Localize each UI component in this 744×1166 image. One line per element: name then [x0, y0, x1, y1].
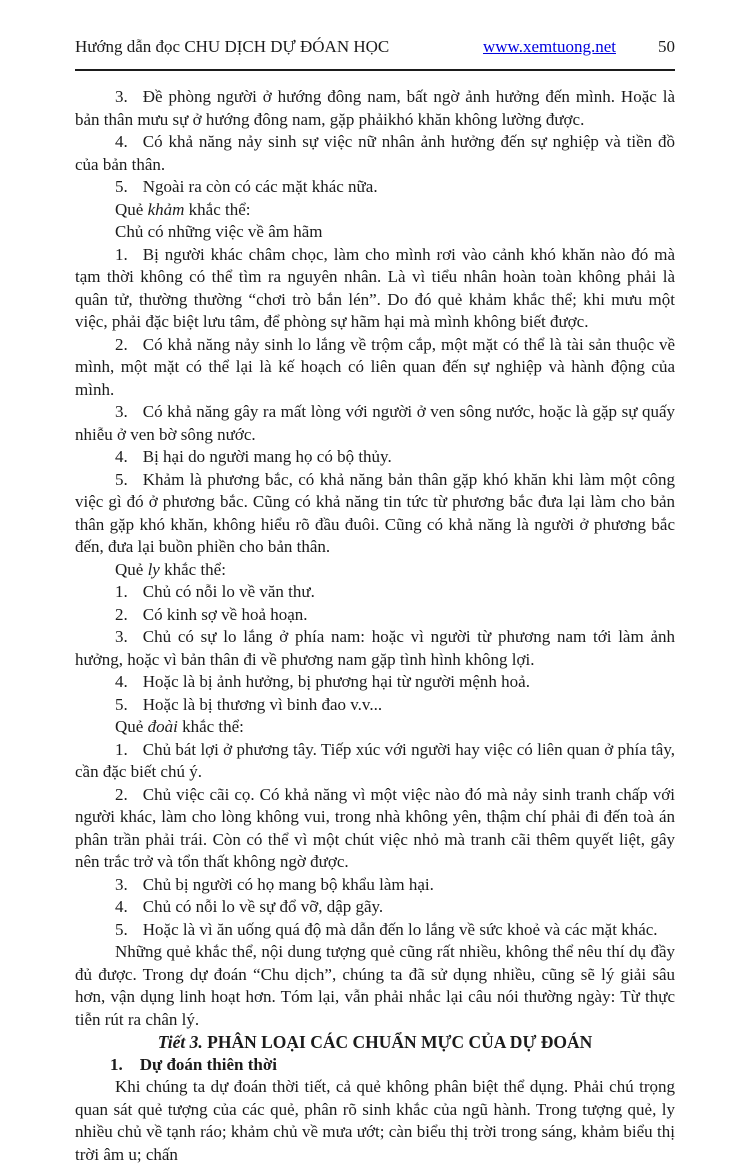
paragraph [75, 131, 675, 176]
paragraph-text: Hoặc là vì ăn uống quá độ mà dẫn đến lo lắng về sức khoẻ và các mặt khác. [142, 919, 658, 939]
item-number: 3. [115, 627, 128, 646]
paragraph-text: Chủ có nỗi lo về sự đổ vỡ, dập gãy. [142, 897, 384, 916]
paragraph [75, 176, 675, 199]
paragraph-text: Bị người khác châm chọc, làm cho mình rơi vào cảnh khó khăn nào đó mà tạm thời không có thể tìm ra nguyên nhân. Là vì tiểu nhân hoàn toàn không phải là quân tử, thường thường “chơi trò bắn lén”. Do đó quẻ khảm khắc thể; khi mưu một việc, phải đặc biệt lưu tâm, để phòng sự hãm hại mà mình không biết được. [75, 244, 675, 331]
paragraph-text: khắc thể: [184, 199, 251, 219]
item-number: 4. [115, 897, 128, 916]
paragraph-text: Ngoài ra còn có các mặt khác nữa. [142, 177, 378, 196]
item-number: 4. [115, 447, 128, 466]
page-body [75, 86, 675, 1166]
item-number: 5. [115, 694, 128, 714]
paragraph [75, 581, 675, 604]
paragraph-text: Có kinh sợ về hoả hoạn. [142, 604, 308, 624]
paragraph-text: Có khả năng nảy sinh lo lắng về trộm cắp, một mặt có thể là tài sản thuộc về mình, một mặt có thể lại là kế hoạch có liên quan đến sự nghiệp và hành động của mình. [75, 334, 675, 399]
paragraph [75, 244, 675, 334]
item-number: 3. [115, 402, 128, 421]
paragraph-text: Có khả năng nảy sinh sự việc nữ nhân ảnh hưởng đến sự nghiệp và tiền đồ của bản thân. [75, 132, 675, 174]
book-title: Hướng dẫn đọc CHU DỊCH DỰ ĐÓAN HỌC [75, 37, 390, 56]
paragraph-text: Khảm là phương bắc, có khả năng bản thân gặp khó khăn khi làm một công việc gì đó ở phương bắc. Cũng có khả năng tin tức từ phương bắc đưa lại làm cho bản thân gặp khó khăn, không hiểu rõ đầu đuôi. Cũng có khả năng là người ở phương bắc đến, đưa lại buồn phiền cho bản thân. [75, 469, 675, 556]
website-link[interactable]: www.xemtuong.net [483, 37, 616, 56]
paragraph-text: Dự đoán thiên thời [139, 1054, 277, 1074]
paragraph [75, 626, 675, 671]
paragraph [75, 604, 675, 627]
italic-term: ly [147, 559, 160, 579]
paragraph [75, 784, 675, 874]
page-header [75, 36, 675, 58]
paragraph-text: Có khả năng gây ra mất lòng với người ở ven sông nước, hoặc là gặp sự quấy nhiễu ở ven bờ sông nước. [75, 402, 675, 444]
paragraph [75, 896, 675, 919]
paragraph [75, 694, 675, 717]
paragraph-text: Chủ bị người có họ mang bộ khẩu làm hại. [142, 874, 434, 894]
item-number: 1. [115, 582, 128, 601]
paragraph [75, 1076, 675, 1166]
item-number: 5. [115, 177, 128, 196]
paragraph-text: PHÂN LOẠI CÁC CHUẨN MỰC CỦA DỰ ĐOÁN [202, 1032, 593, 1052]
paragraph [75, 469, 675, 559]
paragraph [75, 334, 675, 402]
paragraph-text: Quẻ [115, 199, 148, 219]
item-number: 4. [115, 132, 128, 151]
italic-term: đoài [147, 717, 178, 736]
sub-heading [75, 1054, 675, 1077]
paragraph-text: Quẻ [115, 559, 148, 579]
item-number: 2. [115, 604, 128, 624]
paragraph-text: Chủ có nỗi lo về văn thư. [142, 582, 315, 601]
item-number: 3. [115, 87, 128, 106]
item-number: 3. [115, 874, 128, 894]
paragraph-text: khắc thể: [177, 717, 244, 736]
hexagram-lead [75, 559, 675, 582]
section-heading [75, 1031, 675, 1054]
paragraph [75, 221, 675, 244]
header-divider [75, 69, 675, 71]
paragraph [75, 401, 675, 446]
paragraph [75, 739, 675, 784]
item-number: 5. [115, 919, 128, 939]
paragraph [75, 941, 675, 1031]
paragraph-text: Chủ việc cãi cọ. Có khả năng vì một việc nào đó mà nảy sinh tranh chấp với người khác, làm cho lòng không vui, trong nhà không yên, thậm chí phải đi đến toà án phân trần phải trái. Còn có thể vì một chút việc nhỏ mà tranh cãi thêm quyết liệt, gây nên trắc trở và tổn thất không ngờ được. [75, 784, 675, 871]
paragraph-text: Chủ bát lợi ở phương tây. Tiếp xúc với người hay việc có liên quan ở phía tây, cần đặc biết chú ý. [75, 739, 675, 781]
item-number: 1. [115, 244, 128, 264]
paragraph-text: Hoặc là bị ảnh hưởng, bị phương hại từ người mệnh hoả. [142, 672, 530, 691]
paragraph [75, 919, 675, 942]
paragraph-text: Quẻ [115, 717, 148, 736]
hexagram-lead [75, 716, 675, 739]
paragraph-text: Hoặc là bị thương vì binh đao v.v... [142, 694, 383, 714]
paragraph-text: Chủ có sự lo lắng ở phía nam: hoặc vì người từ phương nam tới làm ảnh hưởng, hoặc vì bản thân đi về phương nam gặp tình hình không lợi. [75, 627, 675, 669]
item-number: 1. [110, 1054, 123, 1074]
page-number: 50 [658, 37, 675, 56]
italic-term: khảm [147, 199, 185, 219]
item-number: 5. [115, 469, 128, 489]
paragraph [75, 671, 675, 694]
paragraph-text: Đề phòng người ở hướng đông nam, bất ngờ ảnh hưởng đến mình. Hoặc là bản thân mưu sự ở hướng đông nam, gặp phảikhó khăn không lường được. [75, 87, 675, 129]
paragraph [75, 874, 675, 897]
item-number: 4. [115, 672, 128, 691]
item-number: 1. [115, 739, 128, 759]
paragraph-text: Chủ có những việc về âm hãm [115, 222, 323, 241]
item-number: 2. [115, 784, 128, 804]
item-number: 2. [115, 334, 128, 354]
paragraph-text: Những quẻ khắc thể, nội dung tượng quẻ cũng rất nhiều, không thể nêu thí dụ đầy đủ được. Trong dự đoán “Chu dịch”, chúng ta đã sử dụng nhiều, cũng sẽ lý giải sâu hơn, vận dụng linh hoạt hơn. Tóm lại, vẫn phải nhắc lại câu nói thường ngày: Từ thực tiễn rút ra chân lý. [75, 942, 675, 1029]
paragraph [75, 446, 675, 469]
hexagram-lead [75, 199, 675, 222]
paragraph-text: khắc thể: [159, 559, 226, 579]
paragraph-text: Bị hại do người mang họ có bộ thủy. [142, 447, 392, 466]
paragraph [75, 86, 675, 131]
italic-term: Tiết 3. [157, 1032, 203, 1052]
paragraph-text: Khi chúng ta dự đoán thời tiết, cả quẻ không phân biệt thể dụng. Phải chú trọng quan sát quẻ tượng của các quẻ, phân rõ sinh khắc của ngũ hành. Trong tượng quẻ, ly nhiều chủ về tạnh ráo; khảm chủ về mưa ướt; càn biểu thị trời trong sáng, khảm biểu thị trời âm u; chấn [75, 1077, 675, 1164]
